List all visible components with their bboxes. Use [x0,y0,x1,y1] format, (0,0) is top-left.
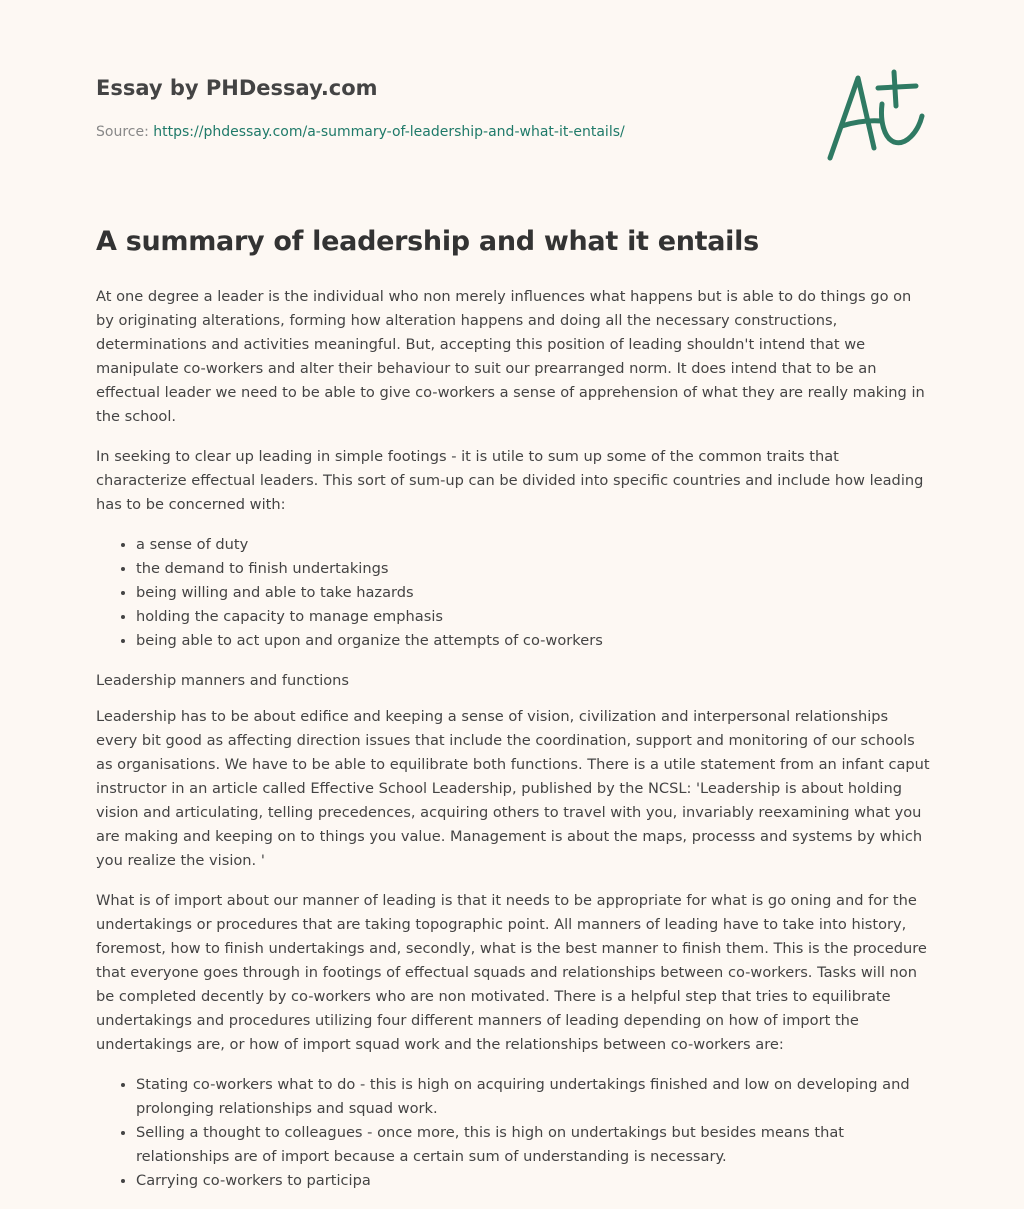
source-link[interactable]: https://phdessay.com/a-summary-of-leadership-and-what-it-entails/ [153,124,625,140]
paragraph-3: Leadership has to be about edifice and keeping a sense of vision, civilization and interpersonal relationships every bit good as affecting direction issues that include the coordination, support and monitoring of our schools as organisations. We have to be able to equilibrate both functions. There is a utile statement from an infant caput instructor in an article called Effective School Leadership, published by the NCSL: 'Leadership is about holding vision and articulating, telling precedences, acquiring others to travel with you, invariably reexamining what you are making and keeping on to things you value. Management is about the maps, processs and systems by which you realize the vision. ' [96,708,930,869]
traits-list [96,533,932,653]
source-label: Source: [96,124,149,140]
a-plus-logo-icon [822,66,932,166]
paragraph-4: What is of import about our manner of leading is that it needs to be appropriate for what is go oning and for the undertakings or procedures that are taking topographic point. All manners of leading have to take into history, foremost, how to finish undertakings and, secondly, what is the best manner to finish them. This is the procedure that everyone goes through in footings of effectual squads and relationships between co-workers. Tasks will non be completed decently by co-workers who are non motivated. There is a helpful step that tries to equilibrate undertakings and procedures utilizing four different manners of leading depending on how of import the undertakings are, or how of import squad work and the relationships between co-workers are: [96,892,927,1053]
paragraph-1: At one degree a leader is the individual who non merely influences what happens but is able to do things go on by originating alterations, forming how alteration happens and doing all the necessary constructions, determinations and activities meaningful. But, accepting this position of leading shouldn't intend that we manipulate co-workers and alter their behaviour to suit our prearranged norm. It does intend that to be an effectual leader we need to be able to give co-workers a sense of apprehension of what they are really making in the school. [96,288,925,425]
site-title: Essay by PHDessay.com [96,76,378,100]
list-item: • holding the capacity to manage emphasis [136,605,932,629]
list-item: • a sense of duty [136,533,932,557]
list-item: • the demand to finish undertakings [136,557,932,581]
paragraph-2: In seeking to clear up leading in simple footings - it is utile to sum up some of the common traits that characterize effectual leaders. This sort of sum-up can be divided into specific countries and include how leading has to be concerned with: [96,448,924,513]
styles-list [96,1073,932,1193]
essay-title: A summary of leadership and what it entails [96,226,759,257]
list-item: • being able to act upon and organize the attempts of co-workers [136,629,932,653]
source-line [96,124,625,140]
subheading: Leadership manners and functions [96,672,350,689]
list-item: • Selling a thought to colleagues - once more, this is high on undertakings but besides means that relationships are of import because a certain sum of understanding is necessary. [136,1121,932,1169]
list-item: • being willing and able to take hazards [136,581,932,605]
list-item: • Stating co-workers what to do - this is high on acquiring undertakings finished and low on developing and prolonging relationships and squad work. [136,1073,932,1121]
list-item: • Carrying co-workers to participa [136,1169,932,1193]
essay-body [96,285,932,1209]
